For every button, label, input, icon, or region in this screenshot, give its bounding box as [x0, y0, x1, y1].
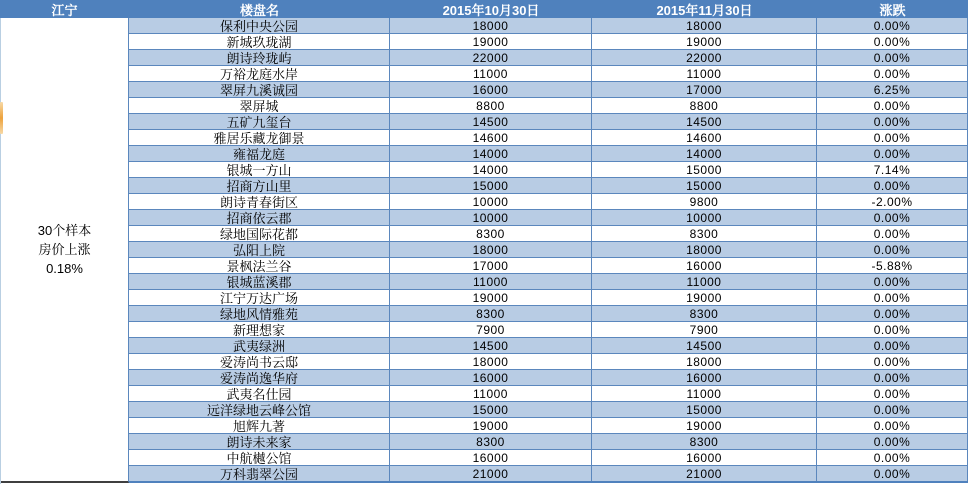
table-row: [129, 146, 968, 162]
change-cell[interactable]: 0.00%: [817, 242, 968, 257]
property-name-cell[interactable]: 翠屏城: [129, 98, 390, 113]
table-header-row: [0, 0, 968, 18]
price-oct-cell[interactable]: 11000: [390, 66, 592, 81]
price-nov-cell[interactable]: 18000: [592, 18, 817, 33]
price-oct-cell[interactable]: 18000: [390, 18, 592, 33]
header-cell-property[interactable]: 楼盘名: [239, 2, 279, 18]
price-nov-cell[interactable]: 15000: [592, 178, 817, 193]
change-cell[interactable]: 0.00%: [817, 210, 968, 225]
table-row: [129, 242, 968, 258]
change-cell[interactable]: 0.00%: [817, 418, 968, 433]
change-cell[interactable]: 7.14%: [817, 162, 968, 177]
price-oct-cell[interactable]: 18000: [390, 242, 592, 257]
property-name-cell[interactable]: 招商依云郡: [129, 210, 390, 225]
price-oct-cell[interactable]: 7900: [390, 322, 592, 337]
price-nov-cell[interactable]: 8300: [592, 226, 817, 241]
header-cell-date-nov[interactable]: 2015年11月30日: [656, 2, 753, 18]
price-nov-cell[interactable]: 8800: [592, 98, 817, 113]
price-oct-cell[interactable]: 19000: [390, 34, 592, 49]
price-nov-cell[interactable]: 7900: [592, 322, 817, 337]
table-body: [129, 18, 968, 483]
property-name-cell[interactable]: 万科翡翠公园: [129, 466, 390, 481]
price-oct-cell[interactable]: 14500: [390, 338, 592, 353]
table-row: [129, 178, 968, 194]
property-name-cell[interactable]: 武夷名仕园: [129, 386, 390, 401]
property-name-cell[interactable]: 雍福龙庭: [129, 146, 390, 161]
property-name-cell[interactable]: 江宁万达广场: [129, 290, 390, 305]
property-name-cell[interactable]: 绿地国际花都: [129, 226, 390, 241]
price-oct-cell[interactable]: 14000: [390, 146, 592, 161]
price-nov-cell[interactable]: 15000: [592, 162, 817, 177]
header-cell-change[interactable]: 涨跌: [879, 2, 906, 18]
table-row: [129, 162, 968, 178]
change-cell[interactable]: 0.00%: [817, 226, 968, 241]
table-row: [129, 50, 968, 66]
price-nov-cell[interactable]: 18000: [592, 242, 817, 257]
property-name-cell[interactable]: 朗诗未来家: [129, 434, 390, 449]
table-row: [129, 18, 968, 34]
table-row: [129, 370, 968, 386]
table-row: [129, 354, 968, 370]
change-cell[interactable]: 0.00%: [817, 290, 968, 305]
price-nov-cell[interactable]: 11000: [592, 386, 817, 401]
price-oct-cell[interactable]: 18000: [390, 354, 592, 369]
price-oct-cell[interactable]: 8300: [390, 226, 592, 241]
price-nov-cell[interactable]: 14000: [592, 146, 817, 161]
change-cell[interactable]: -2.00%: [817, 194, 968, 209]
price-nov-cell[interactable]: 19000: [592, 34, 817, 49]
price-oct-cell[interactable]: 11000: [390, 386, 592, 401]
table-row: [129, 338, 968, 354]
price-nov-cell[interactable]: 8300: [592, 434, 817, 449]
price-oct-cell[interactable]: 17000: [390, 258, 592, 273]
price-oct-cell[interactable]: 21000: [390, 466, 592, 481]
property-name-cell[interactable]: 景枫法兰谷: [129, 258, 390, 273]
price-oct-cell[interactable]: 8300: [390, 306, 592, 321]
header-cell-region[interactable]: 江宁: [51, 2, 78, 18]
change-cell[interactable]: 0.00%: [817, 114, 968, 129]
change-cell[interactable]: 0.00%: [817, 466, 968, 481]
price-oct-cell[interactable]: 10000: [390, 194, 592, 209]
change-cell[interactable]: 0.00%: [817, 338, 968, 353]
property-name-cell[interactable]: 翠屏九溪诚园: [129, 82, 390, 97]
table-row: [129, 290, 968, 306]
change-cell[interactable]: 0.00%: [817, 450, 968, 465]
table-row: [129, 434, 968, 450]
change-cell[interactable]: 0.00%: [817, 98, 968, 113]
table-row: [129, 66, 968, 82]
property-name-cell[interactable]: 五矿九玺台: [129, 114, 390, 129]
price-oct-cell[interactable]: 16000: [390, 370, 592, 385]
change-cell[interactable]: 6.25%: [817, 82, 968, 97]
price-oct-cell[interactable]: 16000: [390, 82, 592, 97]
property-name-cell[interactable]: 银城蓝溪郡: [129, 274, 390, 289]
property-name-cell[interactable]: 银城一方山: [129, 162, 390, 177]
price-nov-cell[interactable]: 21000: [592, 466, 817, 481]
sample-count-text: 30个样本: [37, 223, 92, 238]
change-cell[interactable]: 0.00%: [817, 146, 968, 161]
table-row: [129, 466, 968, 481]
price-nov-cell[interactable]: 17000: [592, 82, 817, 97]
property-name-cell[interactable]: 朗诗玲珑屿: [129, 50, 390, 65]
change-cell[interactable]: 0.00%: [817, 130, 968, 145]
table-row: [129, 322, 968, 338]
table-row: [129, 418, 968, 434]
property-name-cell[interactable]: 保利中央公园: [129, 18, 390, 33]
property-name-cell[interactable]: 爱涛尚逸华府: [129, 370, 390, 385]
table-row: [129, 402, 968, 418]
property-name-cell[interactable]: 弘阳上院: [129, 242, 390, 257]
change-cell[interactable]: 0.00%: [817, 66, 968, 81]
price-oct-cell[interactable]: 15000: [390, 402, 592, 417]
price-nov-cell[interactable]: 18000: [592, 354, 817, 369]
price-oct-cell[interactable]: 14600: [390, 130, 592, 145]
table-row: [129, 306, 968, 322]
change-cell[interactable]: 0.00%: [817, 274, 968, 289]
price-oct-cell[interactable]: 16000: [390, 450, 592, 465]
table-row: [129, 98, 968, 114]
price-nov-cell[interactable]: 16000: [592, 370, 817, 385]
property-name-cell[interactable]: 万裕龙庭水岸: [129, 66, 390, 81]
change-cell[interactable]: 0.00%: [817, 402, 968, 417]
price-nov-cell[interactable]: 11000: [592, 66, 817, 81]
price-nov-cell[interactable]: 10000: [592, 210, 817, 225]
property-name-cell[interactable]: 新城玖珑湖: [129, 34, 390, 49]
change-cell[interactable]: 0.00%: [817, 34, 968, 49]
price-oct-cell[interactable]: 19000: [390, 418, 592, 433]
orange-accent-strip: [0, 102, 3, 134]
price-oct-cell[interactable]: 15000: [390, 178, 592, 193]
property-name-cell[interactable]: 爱涛尚书云邸: [129, 354, 390, 369]
change-cell[interactable]: 0.00%: [817, 354, 968, 369]
table-row: [129, 386, 968, 402]
table-row: [129, 226, 968, 242]
change-cell[interactable]: 0.00%: [817, 306, 968, 321]
price-oct-cell[interactable]: 10000: [390, 210, 592, 225]
property-name-cell[interactable]: 朗诗青春街区: [129, 194, 390, 209]
table-row: [129, 274, 968, 290]
price-nov-cell[interactable]: 14500: [592, 338, 817, 353]
table-row: [129, 450, 968, 466]
table-row: [129, 194, 968, 210]
price-nov-cell[interactable]: 19000: [592, 418, 817, 433]
sample-summary-cell[interactable]: [0, 18, 129, 483]
table-row: [129, 130, 968, 146]
property-name-cell[interactable]: 远洋绿地云峰公馆: [129, 402, 390, 417]
price-nov-cell[interactable]: 15000: [592, 402, 817, 417]
price-nov-cell[interactable]: 8300: [592, 306, 817, 321]
price-oct-cell[interactable]: 8800: [390, 98, 592, 113]
table-row: [129, 82, 968, 98]
price-oct-cell[interactable]: 14500: [390, 114, 592, 129]
price-nov-cell[interactable]: 16000: [592, 258, 817, 273]
price-nov-cell[interactable]: 14600: [592, 130, 817, 145]
price-nov-cell[interactable]: 22000: [592, 50, 817, 65]
change-cell[interactable]: 0.00%: [817, 178, 968, 193]
property-name-cell[interactable]: 绿地风情雅苑: [129, 306, 390, 321]
table-row: [129, 210, 968, 226]
property-name-cell[interactable]: 雅居乐藏龙御景: [129, 130, 390, 145]
price-nov-cell[interactable]: 16000: [592, 450, 817, 465]
change-cell[interactable]: 0.00%: [817, 18, 968, 33]
change-cell[interactable]: 0.00%: [817, 322, 968, 337]
left-edge-line: [0, 18, 1, 484]
price-oct-cell[interactable]: 14000: [390, 162, 592, 177]
price-trend-text: 房价上涨: [38, 242, 91, 257]
table-row: [129, 258, 968, 274]
header-cell-date-oct[interactable]: 2015年10月30日: [442, 2, 540, 18]
price-nov-cell[interactable]: 14500: [592, 114, 817, 129]
change-cell[interactable]: 0.00%: [817, 370, 968, 385]
trend-percent-text: 0.18%: [46, 261, 83, 276]
table-row: [129, 34, 968, 50]
property-name-cell[interactable]: 旭辉九著: [129, 418, 390, 433]
price-oct-cell[interactable]: 22000: [390, 50, 592, 65]
property-name-cell[interactable]: 中航樾公馆: [129, 450, 390, 465]
change-cell[interactable]: 0.00%: [817, 434, 968, 449]
change-cell[interactable]: -5.88%: [817, 258, 968, 273]
table-row: [129, 114, 968, 130]
property-name-cell[interactable]: 新理想家: [129, 322, 390, 337]
property-name-cell[interactable]: 招商方山里: [129, 178, 390, 193]
price-oct-cell[interactable]: 11000: [390, 274, 592, 289]
price-nov-cell[interactable]: 11000: [592, 274, 817, 289]
price-nov-cell[interactable]: 9800: [592, 194, 817, 209]
property-name-cell[interactable]: 武夷绿洲: [129, 338, 390, 353]
change-cell[interactable]: 0.00%: [817, 386, 968, 401]
price-oct-cell[interactable]: 19000: [390, 290, 592, 305]
price-nov-cell[interactable]: 19000: [592, 290, 817, 305]
price-oct-cell[interactable]: 8300: [390, 434, 592, 449]
change-cell[interactable]: 0.00%: [817, 50, 968, 65]
